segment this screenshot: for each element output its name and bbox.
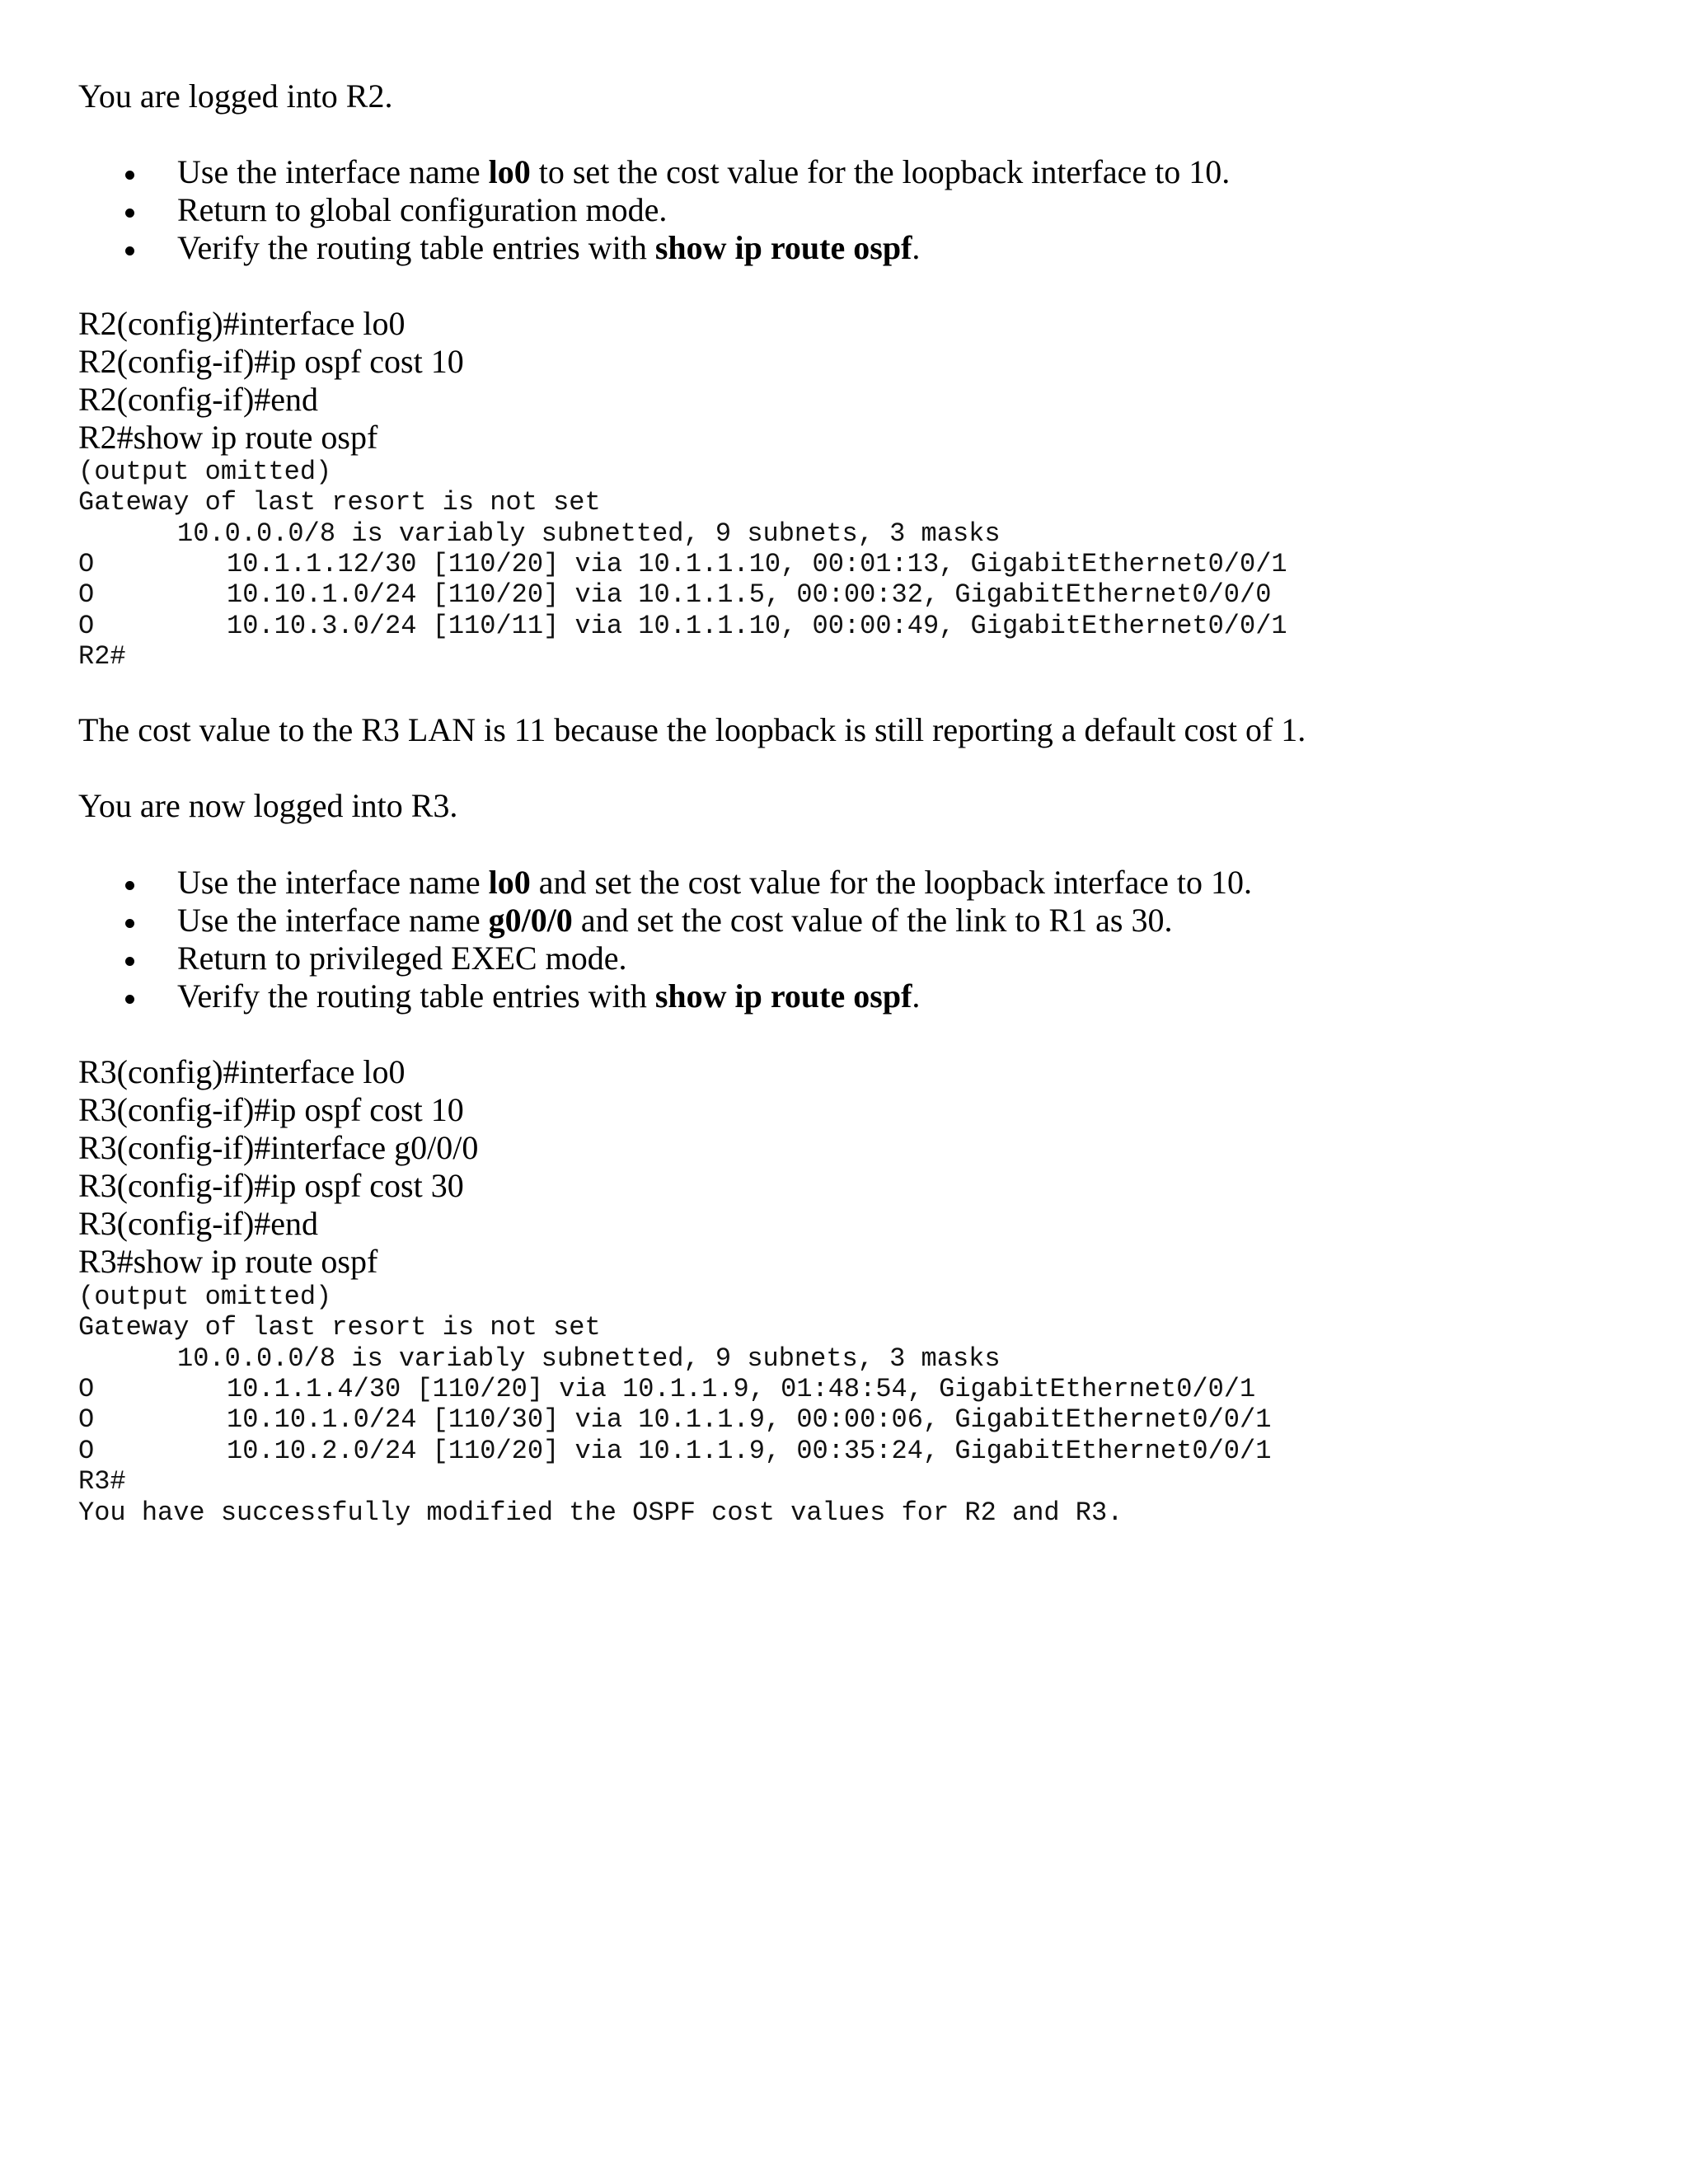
r3-bullet-4: Verify the routing table entries with show ip route ospf. xyxy=(177,977,921,1015)
r2-route-entry: 10.10.3.0/24 [110/11] via 10.1.1.10, 00:00:49, GigabitEthernet0/0/1 xyxy=(227,611,1287,641)
r2-route-entry: 10.10.1.0/24 [110/20] via 10.1.1.5, 00:00:32, GigabitEthernet0/0/0 xyxy=(227,579,1272,610)
r3-bullet-1: Use the interface name lo0 and set the cost value for the loopback interface to 10. xyxy=(177,864,1252,901)
r3-route-entry: 10.1.1.4/30 [110/20] via 10.1.1.9, 01:48:54, GigabitEthernet0/0/1 xyxy=(227,1374,1256,1404)
r2-bullet-1: Use the interface name lo0 to set the cost value for the loopback interface to 10. xyxy=(177,153,1231,190)
r2-output-omitted: (output omitted) xyxy=(78,457,332,487)
success-message: You have successfully modified the OSPF cost values for R2 and R3. xyxy=(78,1497,1123,1528)
r2-route-code: O xyxy=(78,579,95,610)
r3-route-entry: 10.10.2.0/24 [110/20] via 10.1.1.9, 00:35:24, GigabitEthernet0/0/1 xyxy=(227,1436,1272,1466)
r3-intro: You are now logged into R3. xyxy=(78,787,458,824)
r2-route-code: O xyxy=(78,611,95,641)
r2-explanation: The cost value to the R3 LAN is 11 because the loopback is still reporting a default cost of 1. xyxy=(78,711,1306,748)
r3-prompt: R3# xyxy=(78,1466,126,1497)
r3-command: R3(config-if)#ip ospf cost 30 xyxy=(78,1167,464,1204)
r2-bullet-2: Return to global configuration mode. xyxy=(177,191,668,228)
r2-prompt: R2# xyxy=(78,641,126,672)
r2-command: R2(config-if)#end xyxy=(78,381,319,418)
r3-route-code: O xyxy=(78,1436,95,1466)
r3-subnet-summary: 10.0.0.0/8 is variably subnetted, 9 subnets, 3 masks xyxy=(177,1343,1001,1374)
bullet-dot xyxy=(125,957,134,966)
r2-bullet-3: Verify the routing table entries with show ip route ospf. xyxy=(177,229,921,266)
r2-command: R2(config)#interface lo0 xyxy=(78,305,406,342)
r3-route-entry: 10.10.1.0/24 [110/30] via 10.1.1.9, 00:00:06, GigabitEthernet0/0/1 xyxy=(227,1404,1272,1435)
r2-command: R2(config-if)#ip ospf cost 10 xyxy=(78,343,464,380)
r2-intro: You are logged into R2. xyxy=(78,77,393,115)
r3-route-code: O xyxy=(78,1404,95,1435)
bullet-dot xyxy=(125,881,134,890)
r3-bullet-3: Return to privileged EXEC mode. xyxy=(177,940,627,977)
r3-command: R3#show ip route ospf xyxy=(78,1243,378,1280)
bullet-dot xyxy=(125,209,134,218)
r3-command: R3(config-if)#interface g0/0/0 xyxy=(78,1129,479,1166)
r2-gateway: Gateway of last resort is not set xyxy=(78,487,601,518)
bullet-dot xyxy=(125,246,134,255)
r3-command: R3(config-if)#ip ospf cost 10 xyxy=(78,1091,464,1128)
r3-command: R3(config-if)#end xyxy=(78,1205,319,1242)
r3-bullet-2: Use the interface name g0/0/0 and set the cost value of the link to R1 as 30. xyxy=(177,902,1173,939)
bullet-dot xyxy=(125,995,134,1004)
r2-route-code: O xyxy=(78,549,95,579)
r2-command: R2#show ip route ospf xyxy=(78,419,378,456)
r3-output-omitted: (output omitted) xyxy=(78,1282,332,1312)
r3-command: R3(config)#interface lo0 xyxy=(78,1053,406,1090)
r3-route-code: O xyxy=(78,1374,95,1404)
r2-route-entry: 10.1.1.12/30 [110/20] via 10.1.1.10, 00:01:13, GigabitEthernet0/0/1 xyxy=(227,549,1287,579)
bullet-dot xyxy=(125,919,134,928)
r2-subnet-summary: 10.0.0.0/8 is variably subnetted, 9 subnets, 3 masks xyxy=(177,518,1001,549)
r3-gateway: Gateway of last resort is not set xyxy=(78,1312,601,1343)
bullet-dot xyxy=(125,171,134,180)
